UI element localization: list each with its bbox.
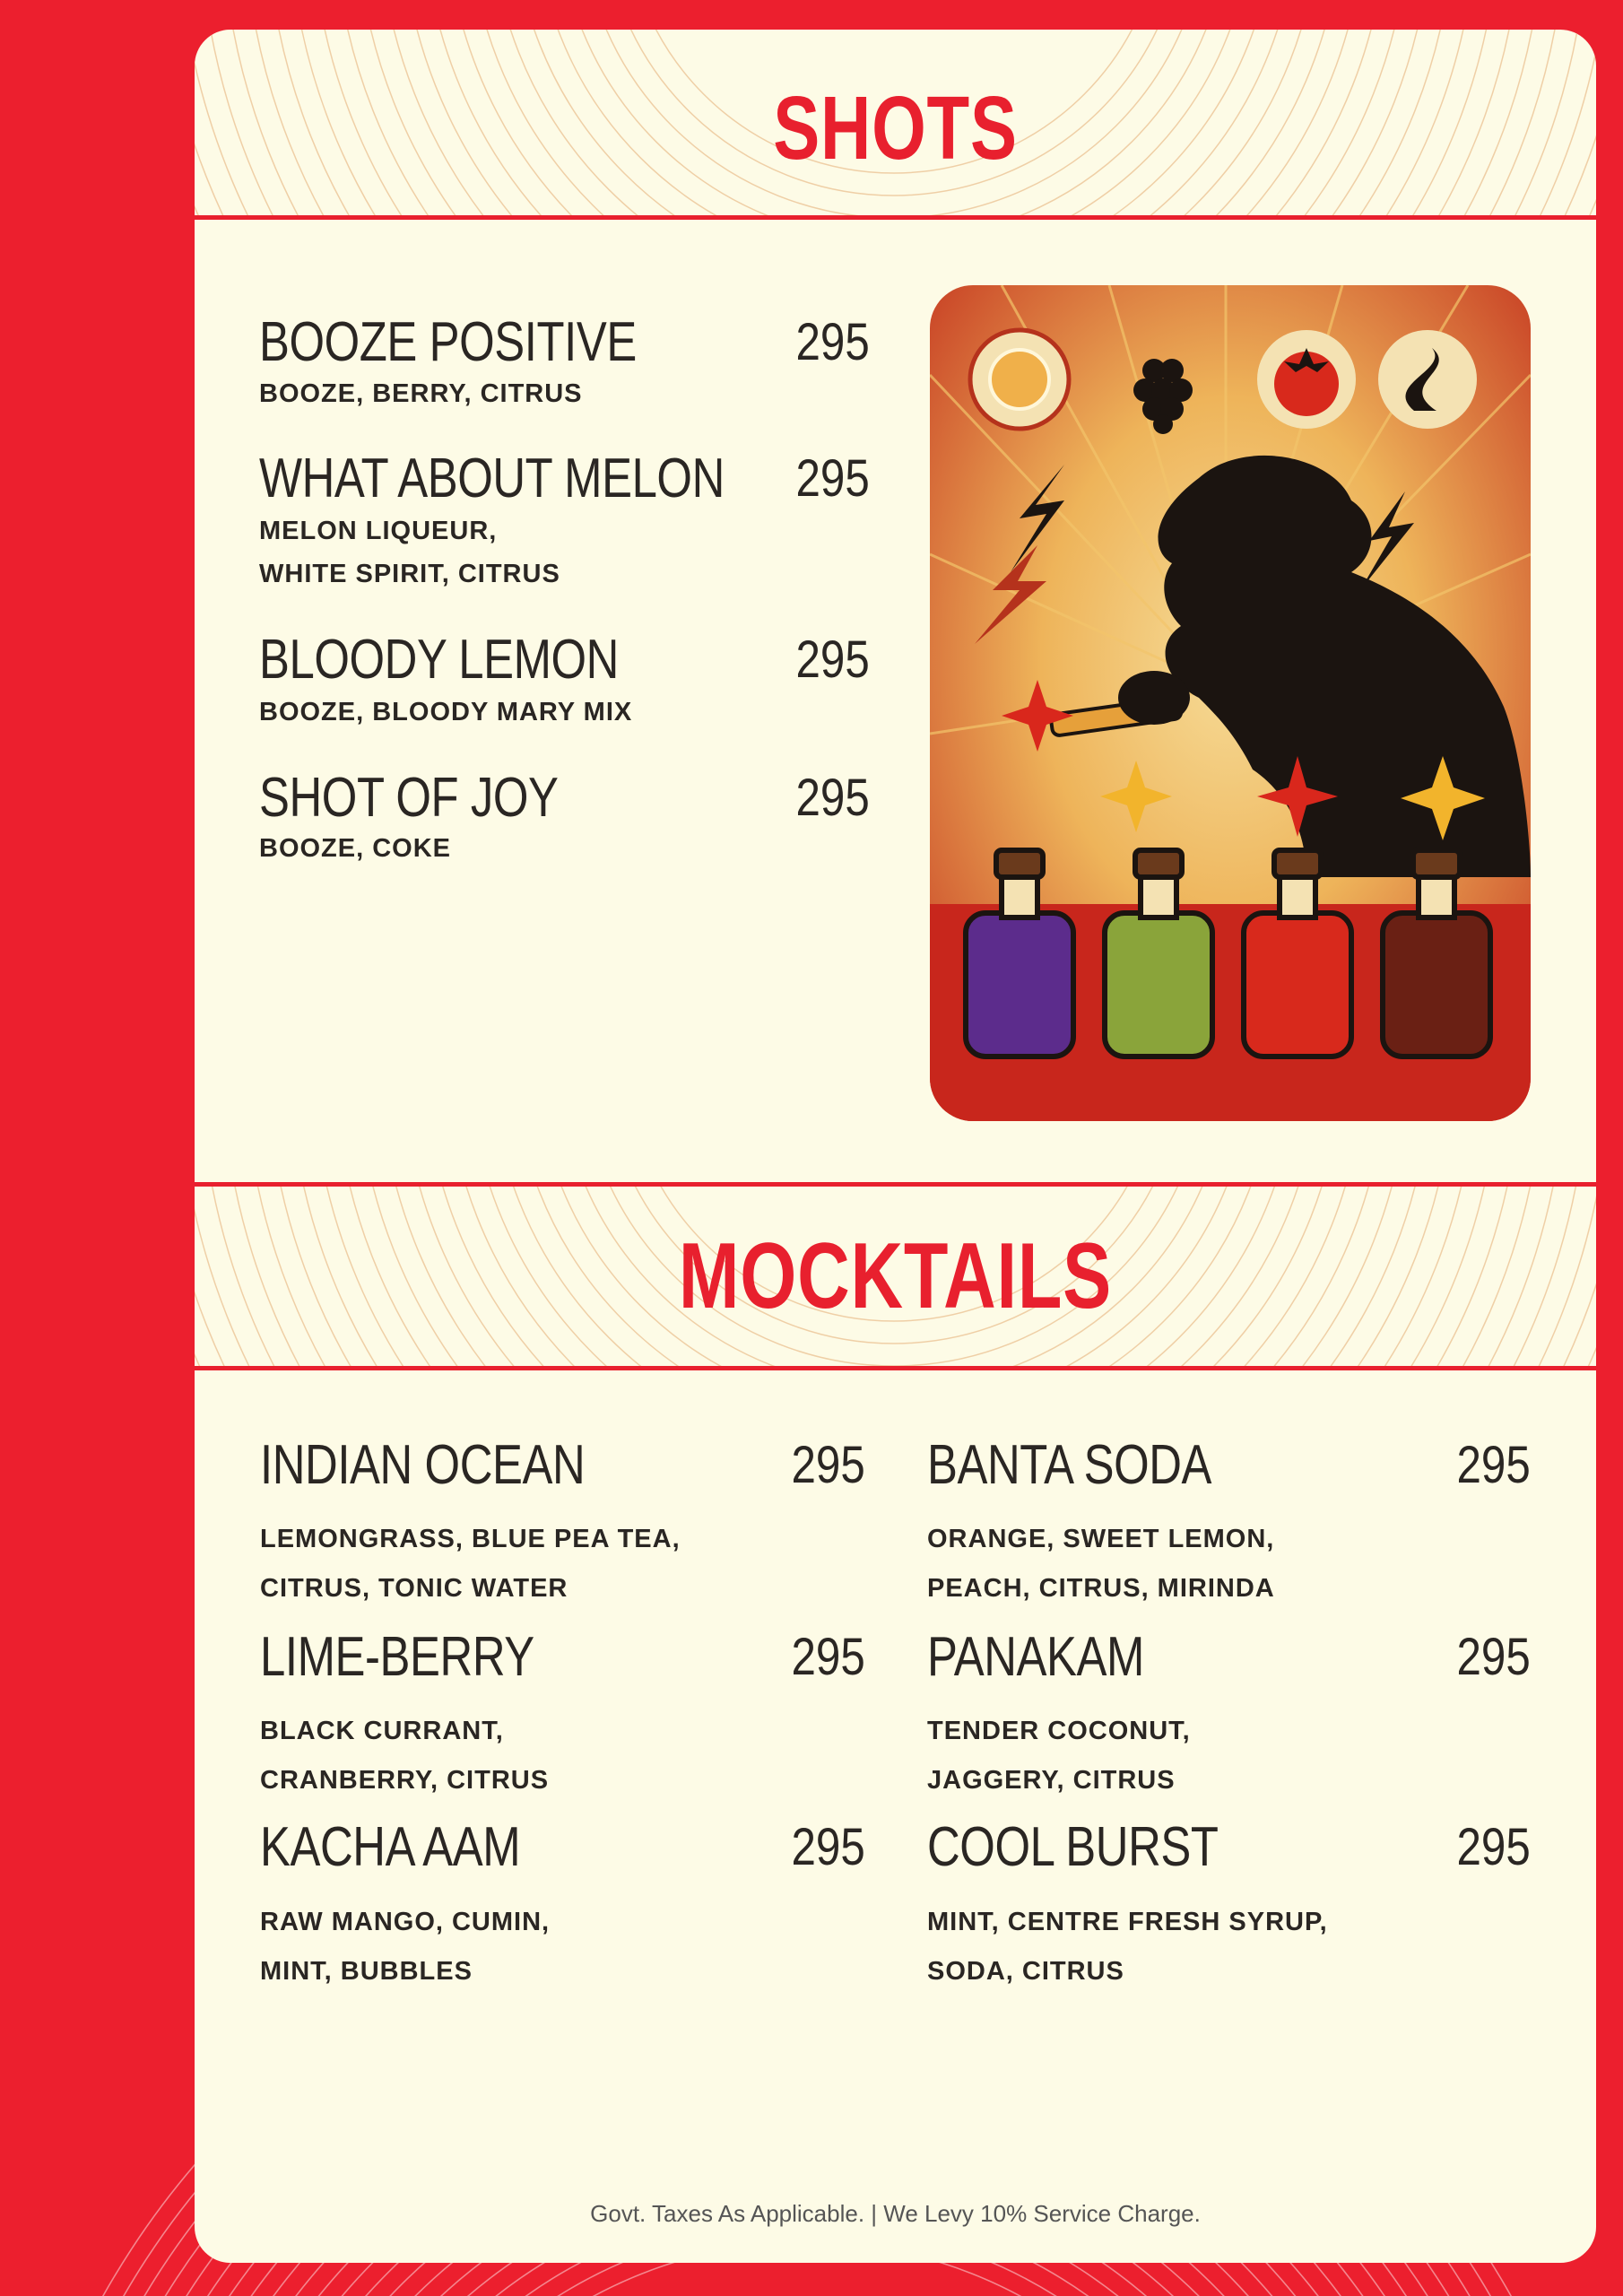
item-price: 295	[1456, 1818, 1531, 1876]
item-price: 295	[795, 449, 870, 508]
item-desc: BOOZE, BERRY, CITRUS	[259, 379, 583, 408]
item-name: PANAKAM	[927, 1626, 1144, 1688]
item-name: INDIAN OCEAN	[260, 1434, 586, 1496]
item-desc: MINT, CENTRE FRESH SYRUP,	[927, 1908, 1328, 1936]
item-desc: ORANGE, SWEET LEMON,	[927, 1525, 1275, 1553]
mocktails-header-band	[195, 1187, 1596, 1366]
mad-scientist-illustration	[930, 285, 1531, 1121]
divider	[195, 215, 1596, 220]
item-price: 295	[1456, 1436, 1531, 1494]
item-name: WHAT ABOUT MELON	[259, 448, 725, 509]
item-name: COOL BURST	[927, 1816, 1219, 1878]
item-price: 295	[791, 1628, 865, 1686]
item-desc: SODA, CITRUS	[927, 1957, 1124, 1986]
menu-card	[195, 30, 1596, 2263]
item-price: 295	[791, 1818, 865, 1876]
item-price: 295	[795, 631, 870, 689]
item-desc: BOOZE, COKE	[259, 834, 452, 863]
item-price: 295	[1456, 1628, 1531, 1686]
item-desc: PEACH, CITRUS, MIRINDA	[927, 1574, 1275, 1603]
item-desc: CITRUS, TONIC WATER	[260, 1574, 568, 1603]
item-desc: MINT, BUBBLES	[260, 1957, 473, 1986]
shots-title: SHOTS	[773, 78, 1018, 178]
divider	[195, 1366, 1596, 1370]
item-name: BLOODY LEMON	[259, 629, 619, 691]
item-desc: WHITE SPIRIT, CITRUS	[259, 560, 560, 588]
item-desc: MELON LIQUEUR,	[259, 517, 498, 545]
item-desc: JAGGERY, CITRUS	[927, 1766, 1176, 1795]
shots-header-band	[195, 30, 1596, 215]
item-desc: LEMONGRASS, BLUE PEA TEA,	[260, 1525, 681, 1553]
item-price: 295	[791, 1436, 865, 1494]
item-desc: TENDER COCONUT,	[927, 1717, 1191, 1745]
item-desc: CRANBERRY, CITRUS	[260, 1766, 550, 1795]
item-desc: RAW MANGO, CUMIN,	[260, 1908, 551, 1936]
item-name: BOOZE POSITIVE	[259, 311, 637, 373]
item-name: BANTA SODA	[927, 1434, 1212, 1496]
footer-note: Govt. Taxes As Applicable. | We Levy 10% Service Charge.	[590, 2200, 1201, 2227]
item-price: 295	[795, 769, 870, 827]
item-name: SHOT OF JOY	[259, 767, 559, 829]
item-name: KACHA AAM	[260, 1816, 521, 1878]
item-name: LIME-BERRY	[260, 1626, 534, 1688]
mocktails-title: MOCKTAILS	[678, 1224, 1113, 1328]
item-desc: BLACK CURRANT,	[260, 1717, 504, 1745]
item-price: 295	[795, 313, 870, 371]
item-desc: BOOZE, BLOODY MARY MIX	[259, 698, 633, 726]
